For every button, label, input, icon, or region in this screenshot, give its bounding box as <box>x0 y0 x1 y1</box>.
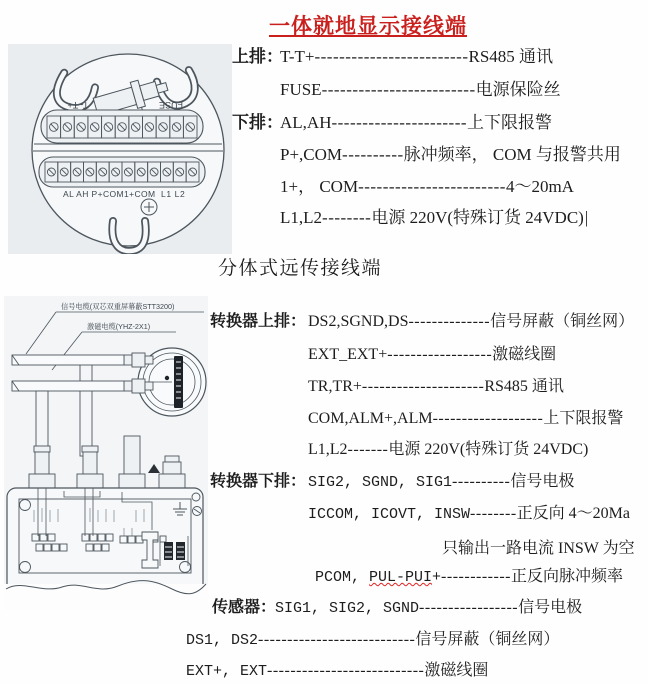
row-label: 上排： <box>232 47 283 66</box>
wiring-row <box>315 566 623 588</box>
dash-leader: ----------------- <box>419 599 519 616</box>
dash-leader: ------------------ <box>387 346 493 363</box>
wiring-row <box>232 207 588 228</box>
terminal-desc: 信号电极 <box>510 473 575 490</box>
terminal-code: DS1, DS2 <box>186 632 259 649</box>
section-title-split: 分体式远传接线端 <box>218 258 383 279</box>
wiring-row <box>210 439 588 460</box>
row-label: 转换器下排： <box>210 473 307 490</box>
dash-leader: ---------------------- <box>331 113 468 132</box>
wiring-row <box>210 408 623 429</box>
terminal-code: PCOM, <box>315 569 370 586</box>
terminal-code: P+,COM <box>280 145 343 164</box>
terminal-code: 1+， COM <box>280 177 359 196</box>
row-label: 传感器： <box>212 599 277 616</box>
wiring-row <box>212 597 582 619</box>
lower-strip-label-l1l2: L1 L2 <box>161 189 186 199</box>
dash-leader: ------------------------- <box>314 47 469 66</box>
terminal-desc: RS485 通讯 <box>484 378 564 395</box>
dash-leader: ------------------------ <box>358 177 506 196</box>
wiring-row <box>186 629 559 651</box>
terminal-desc: 正反向脉冲频率 <box>510 568 623 585</box>
wiring-row <box>210 471 574 493</box>
terminal-code: COM,ALM+,ALM <box>308 410 433 427</box>
terminal-desc: 上下限报警 <box>467 113 553 132</box>
terminal-desc: 上下限报警 <box>543 410 624 427</box>
terminal-code-misspelled: PUL-PUI <box>369 569 433 586</box>
terminal-desc: 信号屏蔽（铜丝网） <box>415 631 560 648</box>
terminal-code: L1,L2 <box>280 208 323 227</box>
terminal-code: SIG2, SGND, SIG1 <box>308 474 453 491</box>
remote-converter-diagram <box>4 296 208 610</box>
wiring-row <box>232 176 574 197</box>
terminal-code: T-T+ <box>280 47 315 66</box>
dash-leader: -------------- <box>408 313 491 330</box>
row-label: 转换器上排： <box>210 313 307 330</box>
wiring-row <box>232 46 553 67</box>
row-label: 下排： <box>232 113 283 132</box>
wiring-row <box>232 79 561 100</box>
wiring-row <box>210 503 630 525</box>
dash-leader: --------------------- <box>361 378 485 395</box>
dash-leader: ------- <box>347 441 389 458</box>
dash-leader: -------- <box>470 505 517 522</box>
wiring-row <box>210 376 564 397</box>
dash-leader: -------- <box>322 208 372 227</box>
terminal-code-suffix: + <box>432 569 442 586</box>
terminal-code: EXT_EXT+ <box>308 346 388 363</box>
junction-box <box>7 488 203 600</box>
terminal-code: ICCOM, ICOVT, INSW <box>308 506 471 523</box>
terminal-desc: 正反向 4～20Ma <box>516 505 630 522</box>
terminal-desc: 电源保险丝 <box>475 80 561 99</box>
terminal-code: EXT+, EXT <box>186 663 268 680</box>
terminal-desc: 4～20mA <box>505 177 574 196</box>
terminal-desc: 激磁线圈 <box>424 662 489 679</box>
wiring-row <box>186 660 488 682</box>
dash-leader: ------------ <box>441 568 511 585</box>
terminal-code: SIG1, SIG2, SGND <box>275 600 420 617</box>
terminal-desc: 电源 220V(特殊订货 24VDC) <box>388 441 589 458</box>
dash-leader: ------------------------- <box>321 80 476 99</box>
cable-drop-b <box>80 360 92 456</box>
dash-leader: ------------------- <box>432 410 544 427</box>
terminal-desc: 激磁线圈 <box>492 346 557 363</box>
text-cursor: | <box>584 208 589 227</box>
terminal-desc: 电源 220V(特殊订货 24VDC) <box>371 208 584 227</box>
terminal-code: L1,L2 <box>308 441 348 458</box>
terminal-desc: 信号电极 <box>518 599 583 616</box>
lower-strip-label: AL AH P+COM1+COM <box>63 189 156 199</box>
wiring-row <box>210 311 634 332</box>
terminal-code: AL,AH <box>280 113 332 132</box>
wiring-row <box>232 112 552 133</box>
terminal-desc: 信号屏蔽（铜丝网） <box>490 313 635 330</box>
excite-cable-label: 激磁电缆(YHZ-2X1) <box>87 322 151 331</box>
signal-cable-label: 信号电缆(双芯双重屏幕蔽STT3200) <box>61 302 175 311</box>
lower-terminal-strip <box>39 157 205 199</box>
terminal-code: DS2,SGND,DS <box>308 313 409 330</box>
terminal-desc: RS485 通讯 <box>468 47 554 66</box>
terminal-code: FUSE <box>280 80 322 99</box>
wiring-row <box>210 344 556 365</box>
upper-strip-label-fuse: FUSE <box>158 100 184 110</box>
terminal-desc: 脉冲频率， COM 与报警共用 <box>403 145 621 164</box>
upper-strip-label-tt: T- T+ <box>67 100 89 110</box>
integrated-terminal-diagram <box>8 44 232 254</box>
note-insw-empty: 只输出一路电流 INSW 为空 <box>442 540 635 557</box>
page-title: 一体就地显示接线端 <box>269 14 467 38</box>
wiring-row <box>232 144 621 165</box>
dash-leader: ---------- <box>342 145 404 164</box>
dash-leader: --------------------------- <box>267 662 425 679</box>
dash-leader: --------------------------- <box>258 631 416 648</box>
terminal-code: TR,TR+ <box>308 378 362 395</box>
tear-mask <box>4 584 208 610</box>
dash-leader: ---------- <box>452 473 511 490</box>
